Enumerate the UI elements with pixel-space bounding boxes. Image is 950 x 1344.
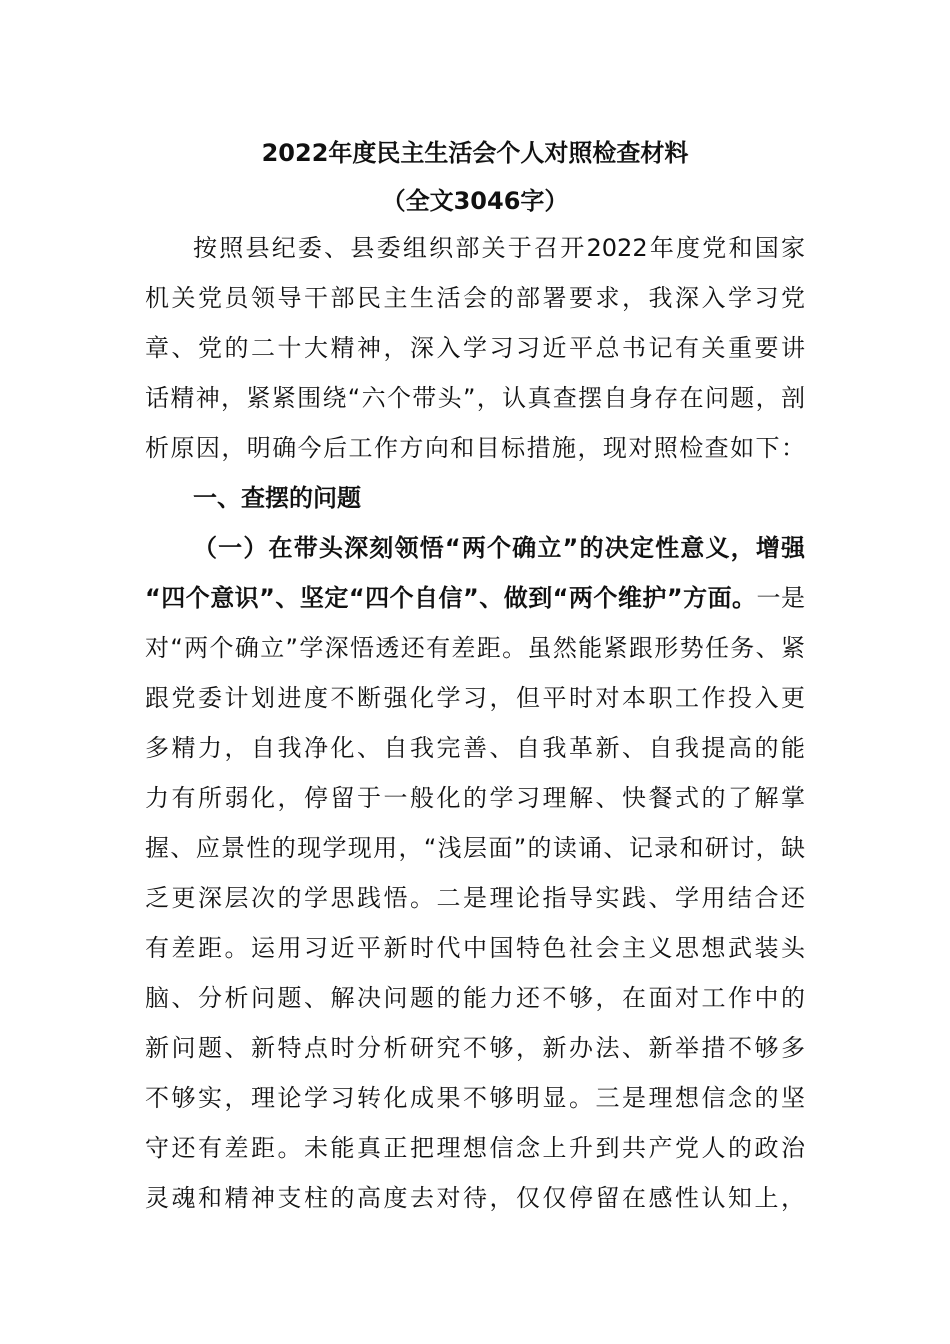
subsection-heading-bold: “四个意识”、坚定“四个自信”、做到“两个维护”方面。: [145, 584, 757, 612]
intro-line: 析原因，明确今后工作方向和目标措施，现对照检查如下：: [145, 434, 805, 462]
body-line: 力有所弱化，停留于一般化的学习理解、快餐式的了解掌: [145, 784, 805, 812]
body-line: 新问题、新特点时分析研究不够，新办法、新举措不够多: [145, 1034, 805, 1062]
body-line: 灵魂和精神支柱的高度去对待，仅仅停留在感性认知上，: [145, 1184, 805, 1212]
body-line: 多精力，自我净化、自我完善、自我革新、自我提高的能: [145, 734, 805, 762]
body-line: 有差距。运用习近平新时代中国特色社会主义思想武装头: [145, 934, 805, 962]
body-line: 跟党委计划进度不断强化学习，但平时对本职工作投入更: [145, 684, 805, 712]
intro-line: 话精神，紧紧围绕“六个带头”，认真查摆自身存在问题，剖: [145, 384, 805, 412]
intro-line: 按照县纪委、县委组织部关于召开2022年度党和国家: [193, 234, 805, 262]
body-line: 脑、分析问题、解决问题的能力还不够，在面对工作中的: [145, 984, 805, 1012]
subsection-heading-tail: 一是: [756, 584, 806, 612]
body-line: 握、应景性的现学现用，“浅层面”的读诵、记录和研讨，缺: [145, 834, 805, 862]
intro-line: 章、党的二十大精神，深入学习习近平总书记有关重要讲: [145, 334, 805, 362]
intro-line: 机关党员领导干部民主生活会的部署要求，我深入学习党: [145, 284, 805, 312]
document-subtitle: （全文3046字）: [381, 187, 569, 215]
body-line: 守还有差距。未能真正把理想信念上升到共产党人的政治: [145, 1134, 805, 1162]
document-title: 2022年度民主生活会个人对照检查材料: [261, 139, 689, 167]
body-line: 乏更深层次的学思践悟。二是理论指导实践、学用结合还: [145, 884, 805, 912]
subsection-heading-continued: [145, 583, 805, 613]
body-line: 不够实，理论学习转化成果不够明显。三是理想信念的坚: [145, 1084, 805, 1112]
body-line: 对“两个确立”学深悟透还有差距。虽然能紧跟形势任务、紧: [145, 634, 805, 662]
subsection-heading: （一）在带头深刻领悟“两个确立”的决定性意义，增强: [193, 534, 805, 562]
section-heading: 一、查摆的问题: [193, 484, 361, 512]
